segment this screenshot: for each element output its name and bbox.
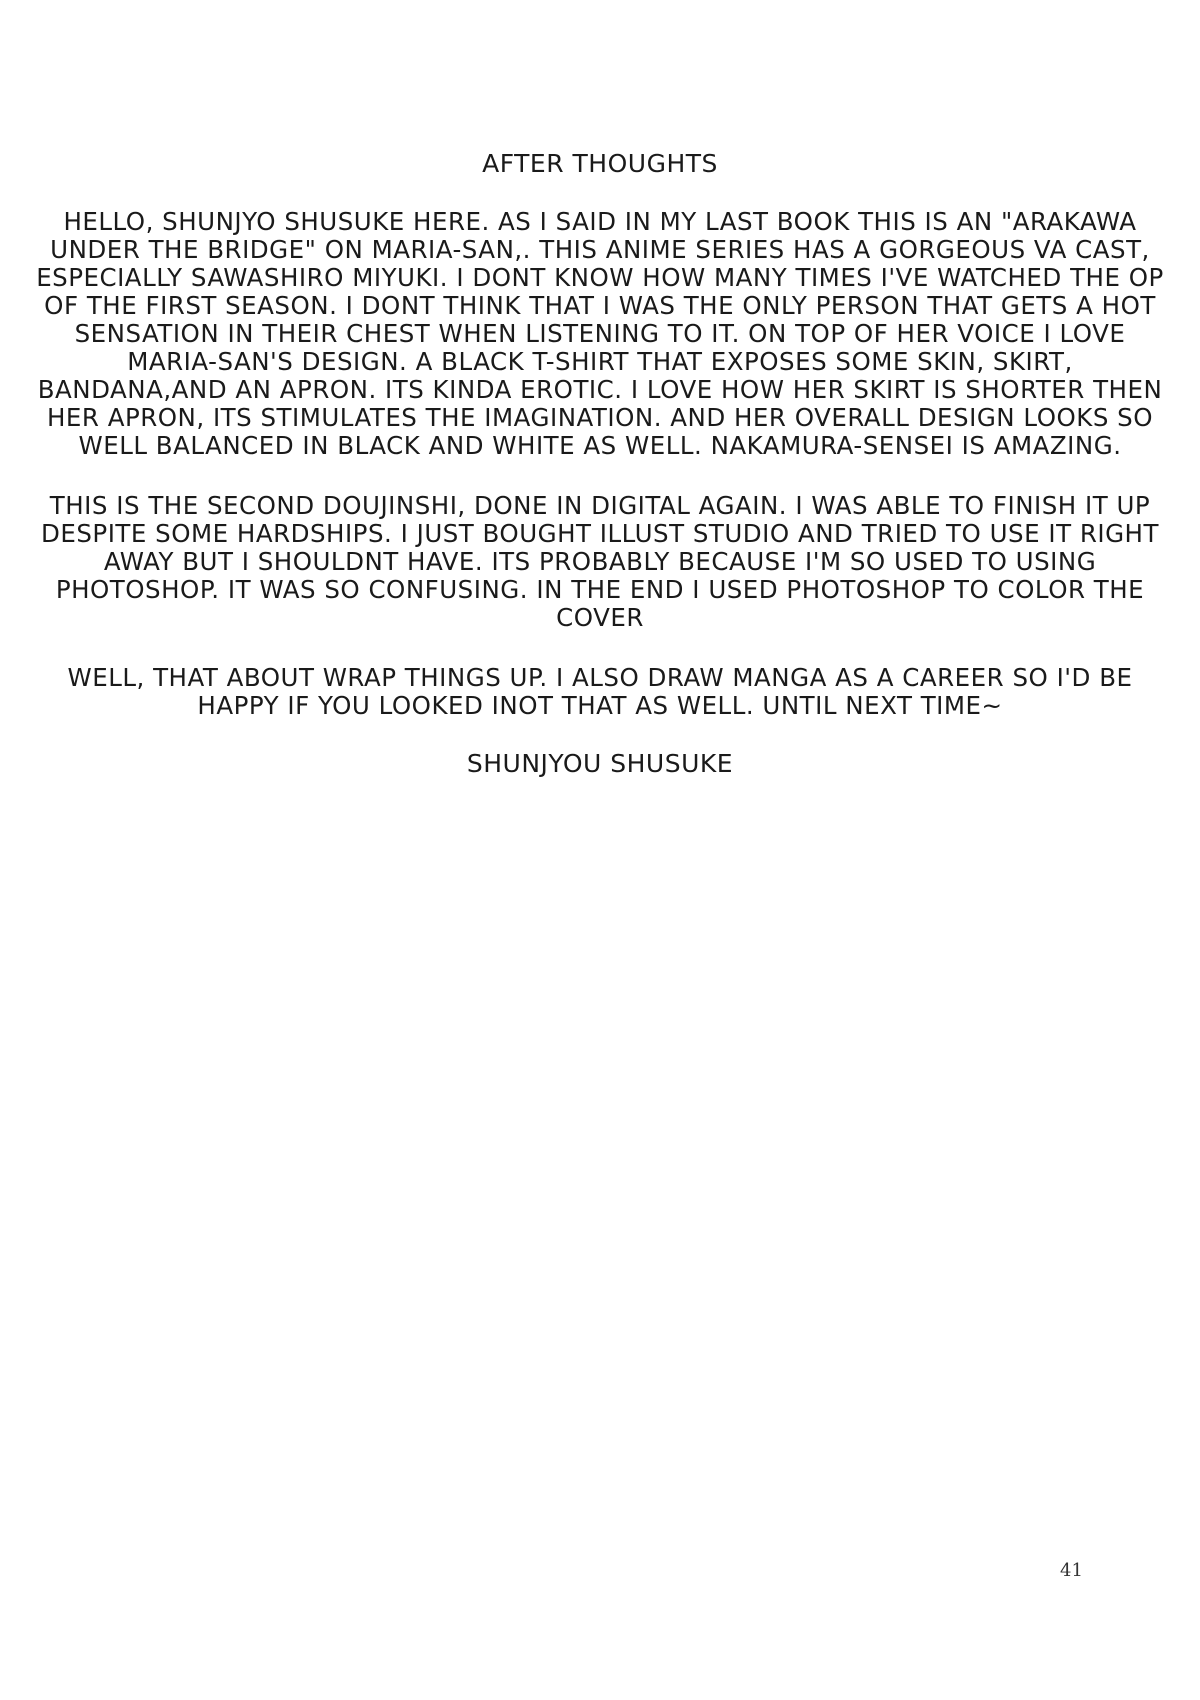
page-title: AFTER THOUGHTS bbox=[482, 149, 718, 178]
page-number: 41 bbox=[1060, 1560, 1083, 1581]
author-signature: SHUNJYOU SHUSUKE bbox=[466, 749, 734, 778]
paragraph-intro: HELLO, SHUNJYO SHUSUKE HERE. AS I SAID IN MY LAST BOOK THIS IS AN "ARAKAWA UNDER THE BRIDGE" ON MARIA-SAN,. THIS ANIME SERIES HAS A GORGEOUS VA CAST, ESPECIALLY SAWASHIRO MIYUKI. I DONT KNOW HOW MANY TIMES I'VE WATCHED THE OP OF THE FIRST SEASON. I DONT THINK THAT I WAS THE ONLY PERSON THAT GETS A HOT SENSATION IN THEIR CHEST WHEN LISTENING TO IT. ON TOP OF HER VOICE I LOVE MARIA-SAN'S DESIGN. A BLACK T-SHIRT THAT EXPOSES SOME SKIN, SKIRT, BANDANA,AND AN APRON. ITS KINDA EROTIC. I LOVE HOW HER SKIRT IS SHORTER THEN HER APRON, ITS STIMULATES THE IMAGINATION. AND HER OVERALL DESIGN LOOKS SO WELL BALANCED IN BLACK AND WHITE AS WELL. NAKAMURA-SENSEI IS AMAZING. bbox=[36, 207, 1164, 460]
afterword-body bbox=[30, 150, 1170, 778]
paragraph-closing: WELL, THAT ABOUT WRAP THINGS UP. I ALSO DRAW MANGA AS A CAREER SO I'D BE HAPPY IF YOU LOOKED INOT THAT AS WELL. UNTIL NEXT TIME~ bbox=[67, 663, 1133, 720]
paragraph-digital: THIS IS THE SECOND DOUJINSHI, DONE IN DIGITAL AGAIN. I WAS ABLE TO FINISH IT UP DESPITE SOME HARDSHIPS. I JUST BOUGHT ILLUST STUDIO AND TRIED TO USE IT RIGHT AWAY BUT I SHOULDNT HAVE. ITS PROBABLY BECAUSE I'M SO USED TO USING PHOTOSHOP. IT WAS SO CONFUSING. IN THE END I USED PHOTOSHOP TO COLOR THE COVER bbox=[41, 491, 1159, 632]
